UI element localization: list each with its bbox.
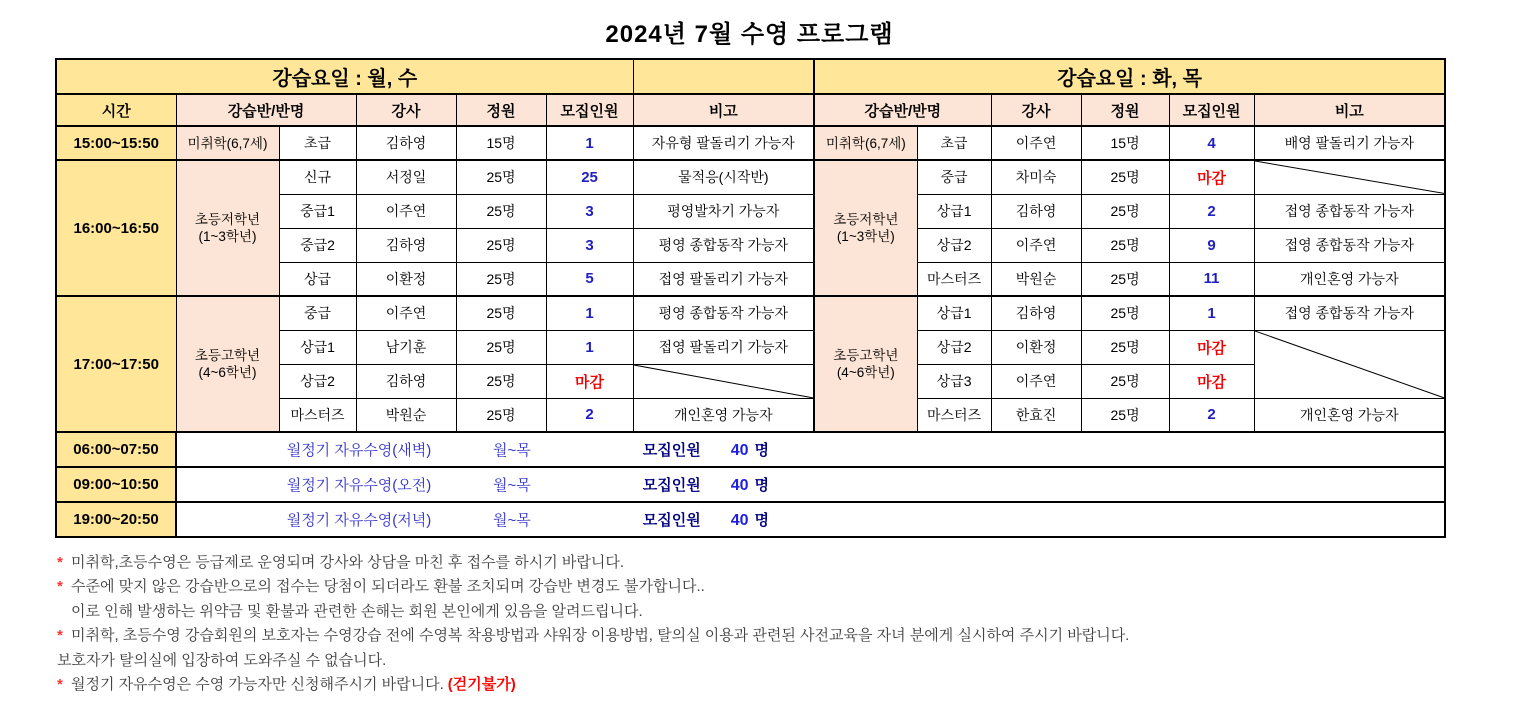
group-sub: (4~6학년) — [836, 365, 895, 380]
diagonal-empty-note-cell — [1254, 160, 1445, 194]
right-day-header: 강습요일 : 화, 목 — [814, 59, 1445, 94]
footnote-text: 월정기 자유수영은 수영 가능자만 신청해주시기 바랍니다. — [71, 676, 444, 694]
group-sub: (1~3학년) — [198, 229, 257, 244]
col-header-note-right: 비고 — [1254, 94, 1445, 126]
capacity-cell: 25명 — [1081, 160, 1169, 194]
note-cell: 평영 종합동작 가능자 — [633, 228, 814, 262]
recruit-count-cell: 4 — [1169, 126, 1254, 160]
group-sub: (4~6학년) — [198, 365, 257, 380]
instructor-cell: 차미숙 — [991, 160, 1081, 194]
free-swim-info-cell — [176, 502, 1445, 537]
note-cell: 개인혼영 가능자 — [1254, 262, 1445, 296]
capacity-cell: 25명 — [456, 364, 546, 398]
free-swim-days: 월~목 — [493, 477, 531, 494]
recruit-count-cell: 1 — [546, 296, 633, 330]
instructor-cell: 이주연 — [991, 228, 1081, 262]
capacity-cell: 25명 — [1081, 194, 1169, 228]
schedule-table — [55, 58, 1446, 538]
free-swim-name: 월정기 자유수영(새벽) — [286, 442, 432, 459]
class-name-cell: 상급1 — [917, 194, 991, 228]
capacity-cell: 25명 — [1081, 296, 1169, 330]
free-swim-recruit-label: 모집인원 — [642, 477, 701, 494]
free-swim-row — [56, 467, 1445, 502]
recruit-count-cell: 2 — [546, 398, 633, 432]
instructor-cell: 박원순 — [991, 262, 1081, 296]
capacity-cell: 25명 — [1081, 228, 1169, 262]
free-swim-days: 월~목 — [493, 442, 531, 459]
free-swim-recruit-count: 40 — [730, 477, 749, 494]
recruit-count-cell: 2 — [1169, 398, 1254, 432]
diagonal-empty-note-cell — [1254, 330, 1445, 398]
free-swim-info-cell — [176, 467, 1445, 502]
capacity-cell: 25명 — [1081, 398, 1169, 432]
col-header-recruit-left: 모집인원 — [546, 94, 633, 126]
group-cell: 미취학(6,7세) — [176, 126, 279, 160]
footnote-line — [57, 673, 1129, 697]
recruit-count-cell: 2 — [1169, 194, 1254, 228]
class-name-cell: 마스터즈 — [917, 262, 991, 296]
group-cell — [814, 296, 917, 432]
recruit-count-cell: 마감 — [1169, 364, 1254, 398]
footnote-text: 미취학, 초등수영 강습회원의 보호자는 수영강습 전에 수영복 착용방법과 샤워장 이용방법, 탈의실 이용과 관련된 사전교육을 자녀 분에게 실시하여 주시기 바랍니다. — [71, 627, 1130, 645]
class-name-cell: 마스터즈 — [279, 398, 356, 432]
time-cell: 17:00~17:50 — [56, 296, 176, 432]
capacity-cell: 15명 — [456, 126, 546, 160]
free-swim-recruit-count: 40 — [730, 442, 749, 459]
lower-block-row — [56, 160, 1445, 194]
class-name-cell: 중급 — [917, 160, 991, 194]
footnote-asterisk: * — [57, 627, 63, 645]
capacity-cell: 25명 — [456, 262, 546, 296]
header-spacer-cell — [633, 59, 814, 94]
left-day-header: 강습요일 : 월, 수 — [56, 59, 633, 94]
footnote-line — [57, 624, 1129, 648]
class-name-cell: 초급 — [917, 126, 991, 160]
class-name-cell: 신규 — [279, 160, 356, 194]
free-swim-recruit-unit: 명 — [754, 477, 770, 494]
recruit-count-cell: 3 — [546, 194, 633, 228]
instructor-cell: 이환정 — [356, 262, 456, 296]
recruit-count-cell: 1 — [1169, 296, 1254, 330]
instructor-cell: 이주연 — [991, 126, 1081, 160]
page-title: 2024년 7월 수영 프로그램 — [605, 21, 894, 48]
instructor-cell: 이주연 — [356, 194, 456, 228]
col-header-capacity-right: 정원 — [1081, 94, 1169, 126]
instructor-cell: 이환정 — [991, 330, 1081, 364]
note-cell: 접영 팔돌리기 가능자 — [633, 262, 814, 296]
note-cell: 배영 팔돌리기 가능자 — [1254, 126, 1445, 160]
class-name-cell: 중급1 — [279, 194, 356, 228]
time-cell: 15:00~15:50 — [56, 126, 176, 160]
col-header-teacher-left: 강사 — [356, 94, 456, 126]
capacity-cell: 25명 — [456, 194, 546, 228]
recruit-count-cell: 5 — [546, 262, 633, 296]
instructor-cell: 김하영 — [356, 228, 456, 262]
group-name: 초등저학년 — [833, 212, 899, 227]
note-cell: 접영 종합동작 가능자 — [1254, 296, 1445, 330]
class-name-cell: 마스터즈 — [917, 398, 991, 432]
instructor-cell: 김하영 — [356, 126, 456, 160]
class-name-cell: 상급2 — [917, 330, 991, 364]
note-cell: 평영 종합동작 가능자 — [633, 296, 814, 330]
col-header-note-left: 비고 — [633, 94, 814, 126]
class-name-cell: 상급1 — [279, 330, 356, 364]
capacity-cell: 25명 — [456, 398, 546, 432]
instructor-cell: 한효진 — [991, 398, 1081, 432]
recruit-count-cell: 마감 — [1169, 330, 1254, 364]
group-name: 초등고학년 — [194, 348, 261, 363]
capacity-cell: 25명 — [1081, 364, 1169, 398]
class-name-cell: 중급2 — [279, 228, 356, 262]
note-cell: 자유형 팔돌리기 가능자 — [633, 126, 814, 160]
footnote-text: 이로 인해 발생하는 위약금 및 환불과 관련한 손해는 회원 본인에게 있음을 알려드립니다. — [71, 602, 643, 620]
instructor-cell: 김하영 — [991, 296, 1081, 330]
group-cell — [814, 160, 917, 296]
footnote-asterisk: * — [57, 554, 63, 571]
footnote-asterisk: * — [57, 676, 63, 694]
recruit-count-cell: 11 — [1169, 262, 1254, 296]
footnote-text: 보호자가 탈의실에 입장하여 도와주실 수 없습니다. — [57, 651, 387, 669]
free-swim-row — [56, 502, 1445, 537]
footnote-line — [57, 600, 1129, 624]
time-cell: 06:00~07:50 — [56, 432, 176, 467]
diagonal-line — [634, 365, 814, 398]
recruit-count-cell: 마감 — [546, 364, 633, 398]
recruit-count-cell: 1 — [546, 330, 633, 364]
recruit-count-cell: 3 — [546, 228, 633, 262]
recruit-count-cell: 25 — [546, 160, 633, 194]
footnote-warning: (걷기불가) — [447, 676, 516, 694]
diagonal-empty-note-cell — [633, 364, 814, 398]
upper-block-row — [56, 296, 1445, 330]
preschool-row — [56, 126, 1445, 160]
capacity-cell: 15명 — [1081, 126, 1169, 160]
diagonal-line — [1255, 161, 1445, 194]
capacity-cell: 25명 — [456, 228, 546, 262]
day-header-row — [56, 59, 1445, 94]
free-swim-recruit-label: 모집인원 — [642, 512, 701, 529]
class-name-cell: 상급3 — [917, 364, 991, 398]
recruit-count-cell: 9 — [1169, 228, 1254, 262]
note-cell: 접영 종합동작 가능자 — [1254, 228, 1445, 262]
col-header-capacity-left: 정원 — [456, 94, 546, 126]
column-header-row — [56, 94, 1445, 126]
class-name-cell: 상급 — [279, 262, 356, 296]
col-header-class-right: 강습반/반명 — [814, 94, 991, 126]
group-cell — [176, 160, 279, 296]
instructor-cell: 남기훈 — [356, 330, 456, 364]
time-cell: 09:00~10:50 — [56, 467, 176, 502]
footnote-text: 미취학,초등수영은 등급제로 운영되며 강사와 상담을 마친 후 접수를 하시기 바랍니다. — [71, 554, 624, 571]
free-swim-recruit-label: 모집인원 — [642, 442, 701, 459]
instructor-cell: 서정일 — [356, 160, 456, 194]
capacity-cell: 25명 — [1081, 330, 1169, 364]
diagonal-line — [1255, 331, 1445, 398]
group-name: 초등고학년 — [833, 348, 899, 363]
capacity-cell: 25명 — [456, 160, 546, 194]
free-swim-recruit-unit: 명 — [754, 442, 770, 459]
group-cell: 미취학(6,7세) — [814, 126, 917, 160]
class-name-cell: 상급2 — [917, 228, 991, 262]
class-name-cell: 상급2 — [279, 364, 356, 398]
footnote-line — [57, 575, 1129, 599]
capacity-cell: 25명 — [1081, 262, 1169, 296]
col-header-recruit-right: 모집인원 — [1169, 94, 1254, 126]
instructor-cell: 이주연 — [991, 364, 1081, 398]
note-cell: 개인혼영 가능자 — [633, 398, 814, 432]
recruit-count-cell: 1 — [546, 126, 633, 160]
free-swim-recruit-count: 40 — [730, 512, 749, 529]
note-cell: 접영 팔돌리기 가능자 — [633, 330, 814, 364]
footnote-asterisk: * — [57, 578, 63, 596]
col-header-time: 시간 — [56, 94, 176, 126]
capacity-cell: 25명 — [456, 296, 546, 330]
note-cell: 물적응(시작반) — [633, 160, 814, 194]
capacity-cell: 25명 — [456, 330, 546, 364]
col-header-class-left: 강습반/반명 — [176, 94, 356, 126]
class-name-cell: 초급 — [279, 126, 356, 160]
free-swim-info-cell — [176, 432, 1445, 467]
note-cell: 개인혼영 가능자 — [1254, 398, 1445, 432]
instructor-cell: 김하영 — [356, 364, 456, 398]
free-swim-days: 월~목 — [493, 512, 531, 529]
instructor-cell: 이주연 — [356, 296, 456, 330]
free-swim-name: 월정기 자유수영(저녁) — [286, 512, 432, 529]
recruit-count-cell: 마감 — [1169, 160, 1254, 194]
time-cell: 16:00~16:50 — [56, 160, 176, 296]
class-name-cell: 상급1 — [917, 296, 991, 330]
group-sub: (1~3학년) — [836, 229, 895, 244]
class-name-cell: 중급 — [279, 296, 356, 330]
footnote-text: 수준에 맞지 않은 강습반으로의 접수는 당첨이 되더라도 환불 조치되며 강습반 변경도 불가합니다.. — [71, 578, 705, 596]
note-cell: 평영발차기 가능자 — [633, 194, 814, 228]
group-cell — [176, 296, 279, 432]
col-header-teacher-right: 강사 — [991, 94, 1081, 126]
footnotes-section — [57, 551, 1129, 697]
group-name: 초등저학년 — [194, 212, 261, 227]
free-swim-name: 월정기 자유수영(오전) — [286, 477, 432, 494]
free-swim-recruit-unit: 명 — [754, 512, 770, 529]
free-swim-row — [56, 432, 1445, 467]
instructor-cell: 박원순 — [356, 398, 456, 432]
footnote-line — [57, 551, 1129, 575]
time-cell: 19:00~20:50 — [56, 502, 176, 537]
instructor-cell: 김하영 — [991, 194, 1081, 228]
note-cell: 접영 종합동작 가능자 — [1254, 194, 1445, 228]
footnote-line — [57, 649, 1129, 673]
